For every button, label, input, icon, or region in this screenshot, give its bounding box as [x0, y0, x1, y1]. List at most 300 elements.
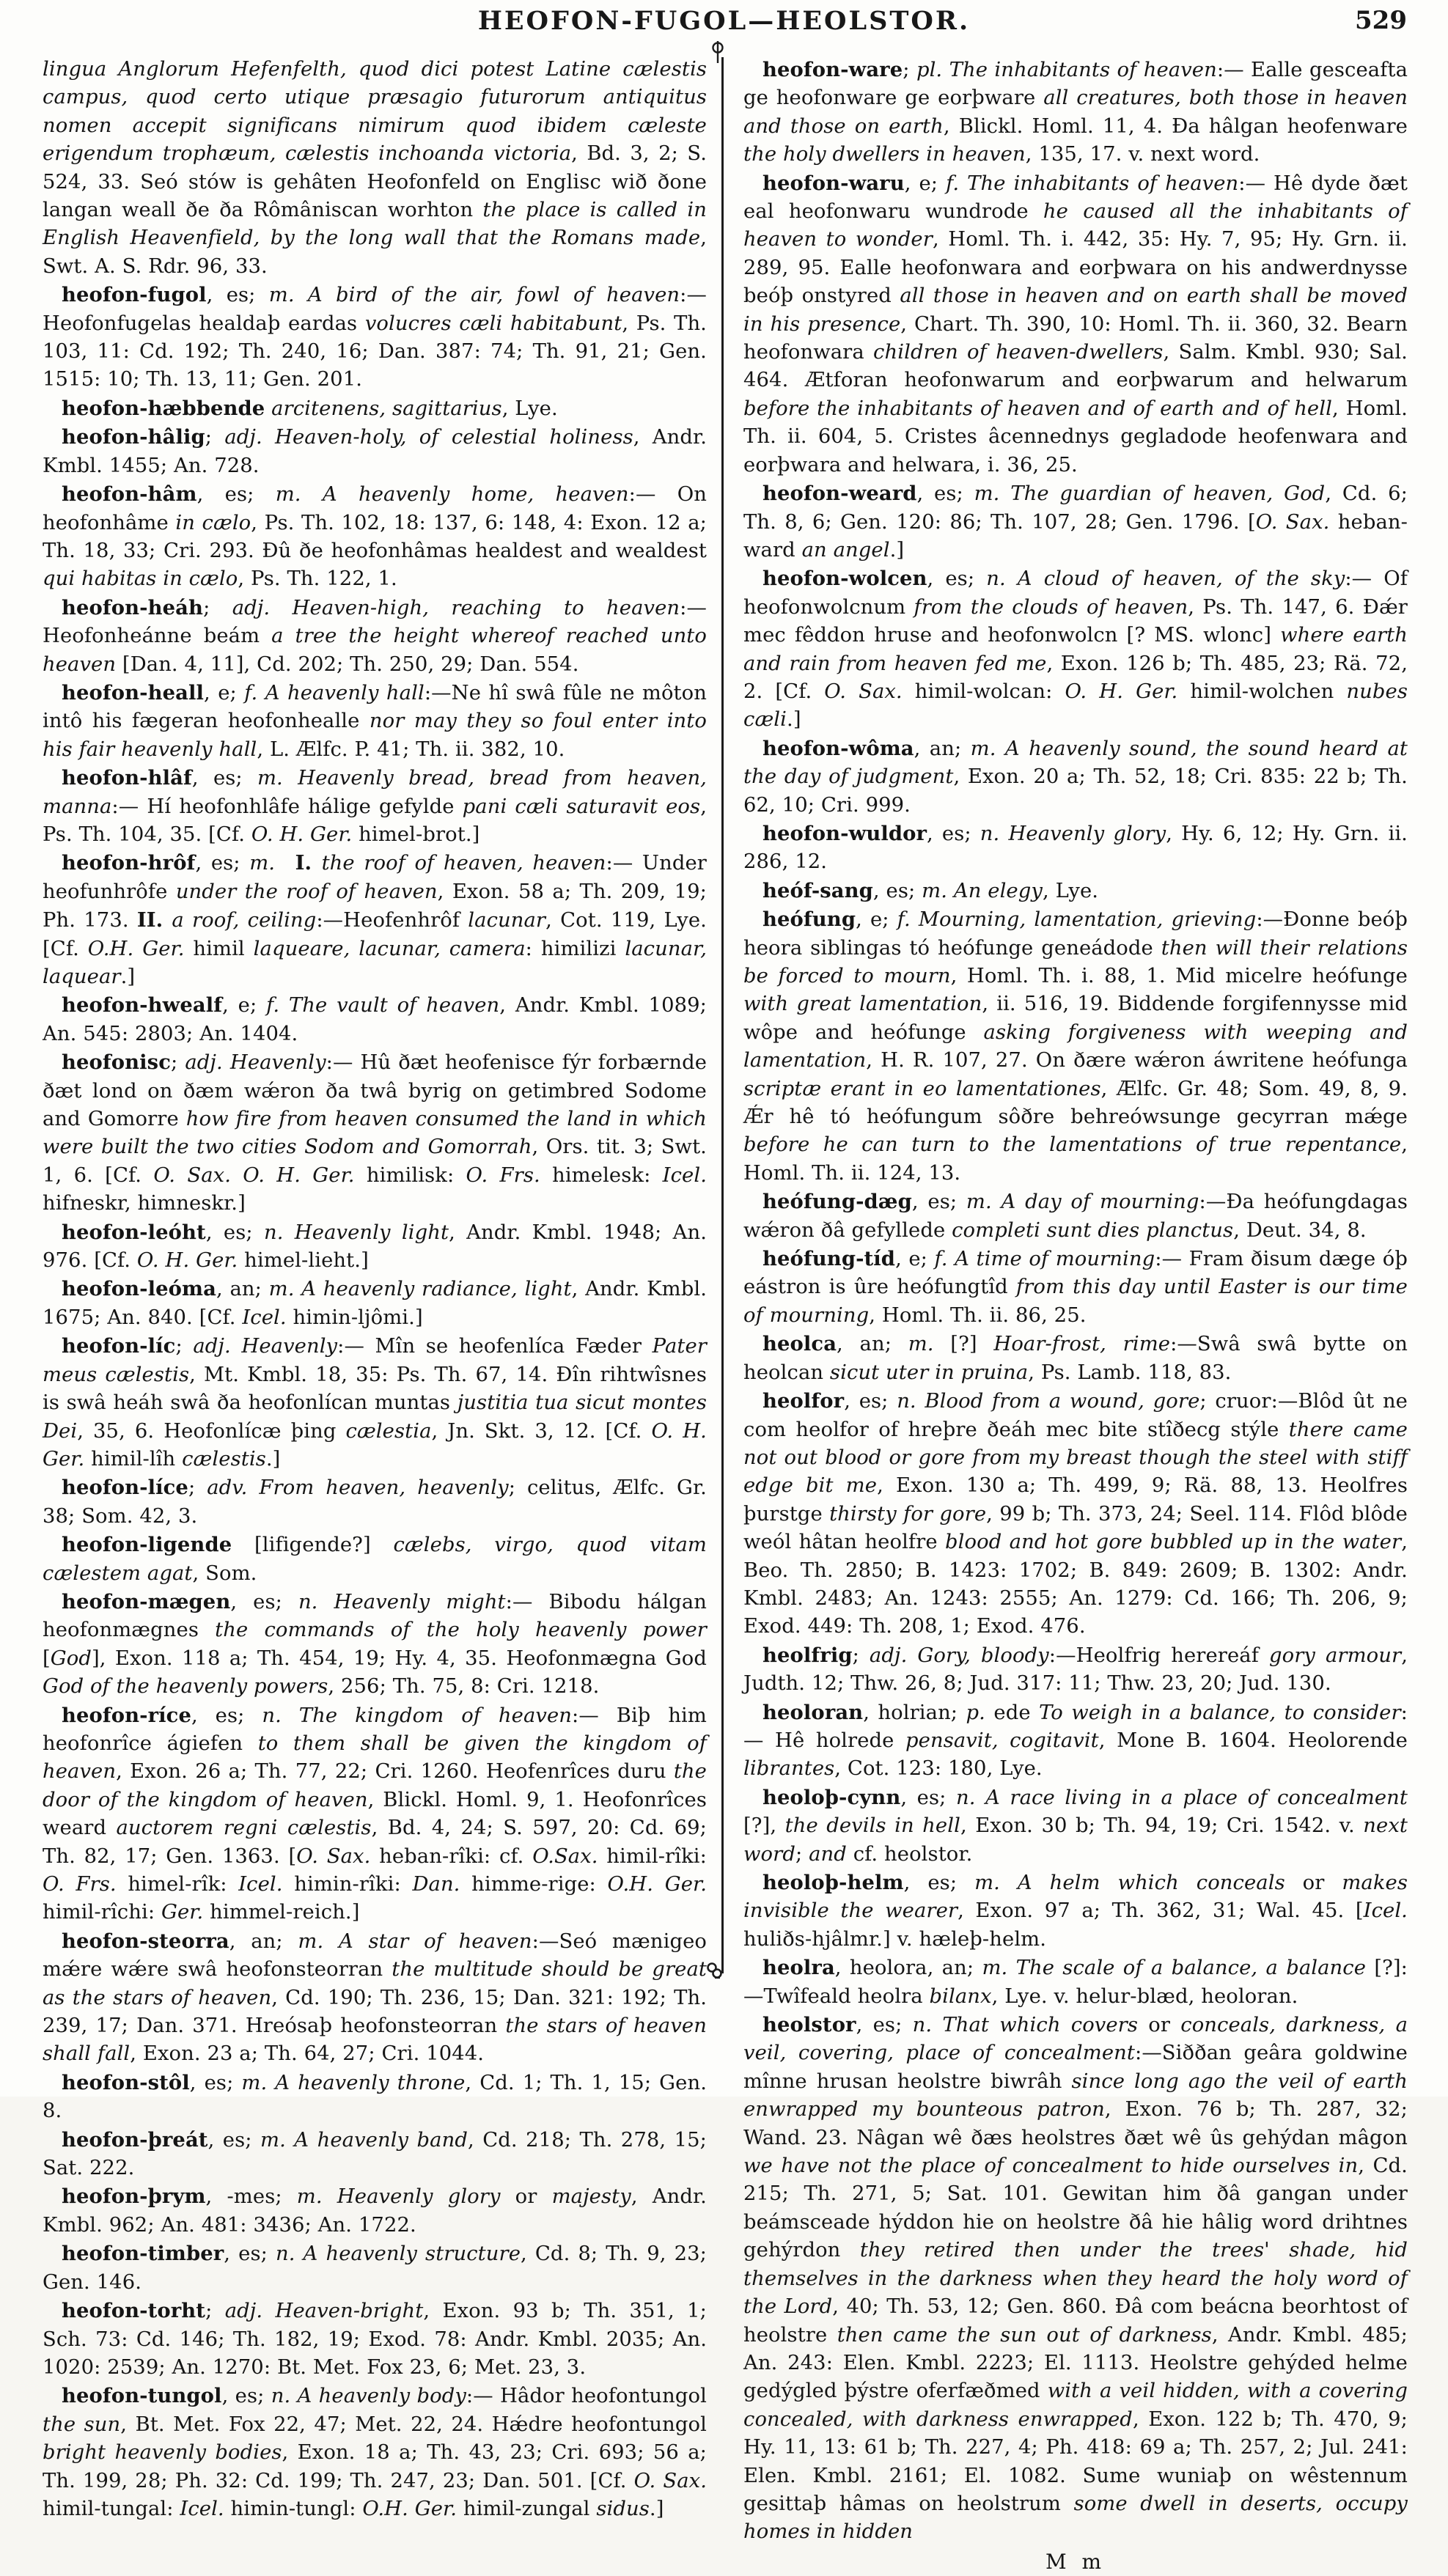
entry-heofon-hrof	[43, 849, 707, 991]
entry-text: ;	[852, 1644, 870, 1667]
entry-heofon-maegen	[43, 1588, 707, 1701]
entry-text: :—Ðonne beóþ heora siblingas tó heófunge geneádode	[743, 908, 1408, 960]
entry-text: n. Blood from a wound, gore	[897, 1390, 1200, 1413]
entry-text: since long ago the veil of earth enwrapped my bounteous patron	[743, 2069, 1408, 2121]
entry-heofung-daeg	[743, 1188, 1408, 1245]
entry-text: scriptæ erant in eo lamentationes	[743, 1077, 1101, 1100]
entry-text: himel-brot.]	[352, 823, 480, 846]
entry-text: , 35, 6. Heofonlícæ þing	[77, 1419, 346, 1443]
entry-text: they retired then under the trees' shade, hid themselves in the darkness when they heard the holy word of the Lord	[743, 2239, 1408, 2319]
entry-text: , Chart. Th. 390, 10: Homl. Th. ii. 360, 32. Bearn heofonwara	[743, 312, 1408, 364]
entry-text: , Ps. Lamb. 118, 83.	[1028, 1361, 1232, 1384]
entry-text: , es;	[191, 1704, 262, 1727]
entry-text: :— Hû ðæt heofenisce fýr forbærnde ðæt lond on ðæm wǽron ða twâ byrig on getimbred Sodome and Gomorre	[43, 1051, 708, 1131]
entry-text: , heolora, an;	[834, 1957, 982, 1980]
entry-text: m.	[908, 1333, 934, 1356]
entry-text: himil-zungal	[457, 2497, 597, 2520]
entry-text: To weigh in a balance, to consider	[1039, 1701, 1401, 1724]
entry-text: thirsty for gore	[829, 1502, 987, 1526]
entry-text: , Exon. 122 b; Th. 470, 9; Hy. 11, 13: 61 b; Th. 227, 4; Ph. 418: 69 a; Th. 257, 2; Jul. 241: Elen. Kmbl. 2161; El. 1082. Sume wuniaþ on wêstennum gesittaþ hâmas on heolstrum	[743, 2407, 1408, 2515]
headword: heofon-wolcen	[762, 567, 927, 591]
entry-text: :— Hê dyde ðæt eal heofonwaru wundrode	[743, 172, 1408, 224]
entry-text: ;	[795, 1842, 809, 1866]
entry-text: , es;	[900, 1786, 956, 1809]
entry-text: from the clouds of heaven	[914, 595, 1188, 619]
entry-text: himin-tungl:	[224, 2497, 363, 2520]
entry-text: himme-rige:	[460, 1873, 608, 1896]
entry-text: lacunar	[468, 909, 546, 932]
entry-text: O.Sax.	[532, 1844, 598, 1868]
entry-text: :—Heolfrig herereáf	[1048, 1644, 1269, 1667]
entry-text: , 99 b; Th. 373, 24; Seel. 114. Flôd blôde weól hâtan heolfre	[743, 1502, 1408, 1554]
entry-text: , Exon. 26 a; Th. 77, 22; Cri. 1260. Heofenrîces duru	[116, 1760, 674, 1784]
entry-text: Ger.	[161, 1901, 204, 1924]
headword: heofon-ware	[762, 58, 903, 81]
entry-text: , es;	[205, 1221, 264, 1244]
entry-text: , Ps. Th. 103, 11: Cd. 192; Th. 240, 16; Dan. 387: 74; Th. 91, 21; Gen. 1515: 10; Th. 13, 11; Gen. 201.	[43, 312, 707, 391]
text-columns	[43, 56, 1408, 2576]
entry-text: adj. Gory, bloody	[869, 1644, 1049, 1667]
entry-text: :— Mîn se heofenlíca Fæder	[337, 1335, 653, 1358]
entry-text: n. The kingdom of heaven	[262, 1704, 573, 1727]
entry-text: , -mes;	[205, 2185, 297, 2209]
headword: heolstor	[762, 2013, 856, 2037]
entry-text: m. A heavenly throne	[241, 2071, 466, 2094]
entry-text: .]	[787, 708, 801, 732]
headword: heofon-leóma	[62, 1277, 216, 1301]
headword: heofon-líce	[62, 1476, 188, 1500]
entry-heofon-hlaf	[43, 764, 707, 849]
entry-text: O. H. Ger.	[43, 1419, 707, 1471]
entry-text: f. Mourning, lamentation, grieving	[897, 908, 1257, 932]
entry-text: :—Seó mænigeo mǽre wǽre swâ heofonsteorran	[43, 1929, 707, 1981]
entry-heolca	[743, 1330, 1408, 1387]
entry-text: :— Hâdor heofontungol	[466, 2385, 707, 2408]
entry-text: , Cd. 190; Th. 236, 15; Dan. 321: 192; Th. 239, 17; Dan. 371. Hreósaþ heofonsteorran	[43, 1986, 707, 2038]
entry-text: , Salm. Kmbl. 930; Sal. 464. Ætforan heofonwarum and eorþwarum and helwarum	[743, 341, 1408, 392]
entry-text: and	[809, 1842, 847, 1866]
entry-heoloth-helm	[743, 1869, 1408, 1954]
entry-text: , es;	[191, 767, 257, 790]
entry-text: , Mone B. 1604. Heolorende	[1098, 1729, 1408, 1752]
entry-text: huliðs-hjâlmr.] v. hæleþ-helm.	[743, 1927, 1047, 1951]
headword: heofon-hâm	[62, 482, 197, 507]
entry-heofon-weard	[743, 479, 1408, 564]
entry-text: bilanx	[929, 1984, 992, 2008]
entry-text: , Bd. 4, 24; S. 597, 20: Cd. 69; Th. 82, 17; Gen. 1363. [	[43, 1817, 707, 1868]
entry-text: sidus	[596, 2497, 650, 2520]
entry-text: the holy dwellers in heaven	[743, 143, 1026, 166]
entry-text: an angel	[801, 538, 890, 562]
entry-text: the devils in hell	[784, 1814, 960, 1838]
entry-text: , Blickl. Homl. 9, 1. Heofonrîces weard	[43, 1788, 707, 1840]
entry-text: himel-lieht.]	[238, 1249, 369, 1273]
entry-text: next word	[743, 1814, 1408, 1866]
headword: heofon-hrôf	[62, 851, 196, 875]
entry-text: O.H. Ger.	[87, 937, 185, 960]
signature-mark: M m	[1045, 2549, 1106, 2574]
entry-text: ;	[175, 1335, 194, 1358]
entry-text: , Deut. 34, 8.	[1233, 1218, 1367, 1242]
entry-text: :— Hê holrede	[743, 1701, 1408, 1752]
entry-text: ; celitus, Ælfc. Gr. 38; Som. 42, 3.	[43, 1476, 707, 1528]
headword: heofon-fugol	[62, 283, 207, 307]
entry-text: , Lye.	[1042, 879, 1099, 902]
entry-text: there came not out blood or gore from my breast though the steel with stiff edge bit me	[743, 1418, 1408, 1498]
entry-text: , Exon. 30 b; Th. 94, 19; Cri. 1542. v.	[960, 1814, 1364, 1838]
entry-text: pl. The inhabitants of heaven	[916, 59, 1217, 81]
entry-text: then came the sun out of darkness	[837, 2323, 1212, 2347]
entry-text: , Bd. 3, 2; S. 524, 33. Seó stów is gehâten Heofonfeld on Englisc wið ðone langan weall ðe ða Rômâniscan worhton	[43, 142, 707, 222]
entry-heofon-torht	[43, 2297, 707, 2382]
entry-text: ;	[205, 426, 225, 449]
entry-text: [	[43, 1646, 51, 1670]
headword: heoloþ-cynn	[762, 1785, 901, 1809]
entry-text: where earth and rain from heaven fed me	[743, 624, 1408, 675]
entry-text: the roof of heaven, heaven	[321, 852, 606, 875]
entry-text: justitia tua sicut montes Dei	[43, 1391, 707, 1443]
entry-text: some dwell in deserts, occupy homes in hidden	[743, 2492, 1408, 2544]
entry-text: himil-lîh	[84, 1447, 183, 1471]
headword: heofon-torht	[62, 2299, 206, 2323]
entry-text: all those in heaven and on earth shall be moved in his presence	[743, 284, 1408, 336]
entry-text: cælebs, virgo, quod vitam cælestem agat	[43, 1534, 707, 1585]
entry-text: .]	[265, 1447, 281, 1471]
entry-text: , Homl. Th. ii. 604, 5. Cristes âcennednys gegladode heofenwara and eorþwara and helwara, i. 36, 25.	[743, 397, 1408, 476]
entry-text: , an;	[229, 1929, 298, 1953]
entry-text: completi sunt dies planctus	[952, 1218, 1234, 1242]
entry-text: Pater meus cælestis	[43, 1335, 707, 1386]
entry-text: himil	[184, 937, 254, 960]
entry-text: O. Frs.	[466, 1163, 540, 1187]
entry-text: :— Hí heofonhlâfe hálige gefylde	[111, 795, 463, 818]
entry-text: f. A time of mourning	[934, 1248, 1155, 1271]
entry-text: himin-ljômi.]	[286, 1306, 423, 1329]
entry-text: O. Sax.	[824, 680, 903, 703]
entry-text: nor may they so foul enter into his fair heavenly hall	[43, 710, 707, 761]
entry-text: m. Heavenly glory	[296, 2185, 501, 2209]
headword: heófung	[762, 908, 856, 932]
entry-text: a tree the height whereof reached unto heaven	[43, 625, 708, 676]
entry-heolfor	[743, 1387, 1408, 1641]
headword: heofon-hwealf	[62, 993, 223, 1017]
entry-text: , 135, 17. v. next word.	[1025, 143, 1260, 166]
headword: heofon-hlâf	[62, 766, 192, 790]
entry-text: , Cot. 123: 180, Lye.	[834, 1757, 1043, 1781]
entry-text: , es;	[206, 284, 269, 307]
entry-text: , Exon. 126 b; Th. 485, 23; Rä. 72, 2. [Cf.	[743, 652, 1408, 703]
headword: heolca	[762, 1332, 837, 1356]
entry-text: , L. Ælfc. P. 41; Th. ii. 382, 10.	[257, 737, 565, 761]
entry-text: :— Bibodu hálgan heofonmægnes	[43, 1590, 707, 1642]
entry-text: [Dan. 4, 11], Cd. 202; Th. 250, 29; Dan. 554.	[116, 652, 579, 676]
entry-heofon-thrym	[43, 2182, 707, 2240]
entry-text: lacunar, laquear	[43, 937, 708, 988]
headword: heolra	[762, 1956, 835, 1980]
entry-text: :—Ne hî swâ fûle ne môton intô his fægeran heofonhealle	[43, 681, 707, 733]
entry-heofon-rice	[43, 1701, 707, 1927]
entry-text: :—Swâ swâ bytte on heolcan	[743, 1333, 1408, 1384]
entry-text: , Jn. Skt. 3, 12. [Cf.	[431, 1419, 652, 1443]
entry-text: :— Of heofonwolcnum	[743, 567, 1408, 619]
headword: heofon-þrym	[62, 2185, 206, 2209]
entry-text: pani cæli saturavit eos	[462, 795, 701, 818]
entry-text: children of heaven-dwellers	[873, 341, 1164, 364]
entry-text: :— Heofonfugelas healdaþ eardas	[43, 284, 707, 335]
entry-text: ede	[985, 1701, 1040, 1724]
entry-text: , holrian;	[863, 1701, 966, 1724]
entry-text: , es;	[224, 2242, 276, 2266]
headword: heoloþ-helm	[762, 1871, 904, 1894]
headword: II.	[136, 908, 172, 932]
entry-text: .]	[120, 965, 136, 988]
entry-text: ;	[903, 59, 916, 81]
headword: heofon-hæbbende	[62, 396, 265, 420]
entry-text: heban-rîki: cf.	[370, 1844, 533, 1868]
entry-text: himil-rîchi:	[43, 1901, 161, 1924]
entry-text: [lifigende?]	[232, 1534, 394, 1557]
entry-text: O. Sax. O. H. Ger.	[153, 1163, 355, 1187]
headword: heofon-stôl	[62, 2070, 190, 2094]
entry-text: , es;	[872, 879, 922, 902]
entry-heofon-halig	[43, 423, 707, 480]
headword: I.	[275, 851, 322, 875]
entry-text: a roof, ceiling	[172, 909, 317, 932]
entry-text: , Ps. Th. 122, 1.	[238, 567, 397, 591]
entry-heofon-lice	[43, 1473, 707, 1531]
entry-text: , Mt. Kmbl. 18, 35: Ps. Th. 67, 14. Ðîn rihtwîsnes is swâ heáh swâ ða heofonlícan muntas	[43, 1363, 707, 1415]
headword: heoloran	[762, 1700, 864, 1724]
entry-heofon-heah	[43, 594, 707, 679]
entry-text: Icel.	[1363, 1899, 1408, 1923]
entry-text: , e;	[904, 172, 947, 195]
entry-text: adv. From heaven, heavenly	[207, 1476, 509, 1500]
entry-text: , es;	[916, 482, 974, 506]
entry-text: , an;	[216, 1278, 269, 1301]
headword: heofon-ligende	[62, 1533, 232, 1557]
entry-heolstor	[743, 2011, 1408, 2547]
entry-text: the sun	[43, 2413, 121, 2436]
entry-text: , Blickl. Homl. 11, 4. Ða hâlgan heofenware	[943, 114, 1408, 138]
entry-text: , es;	[189, 2071, 242, 2094]
entry-text: , ii. 516, 19. Biddende forgifennysse mid wôpe and heófunge	[743, 993, 1408, 1044]
entry-text: p.	[966, 1701, 985, 1724]
entry-text: O.H. Ger.	[362, 2497, 457, 2520]
entry-text: , 40; Th. 53, 12; Gen. 860. Ðâ com beácna beorhtost of heolstre	[743, 2295, 1408, 2347]
headword: heófung-dæg	[762, 1190, 912, 1214]
entry-text: , es;	[196, 483, 276, 507]
entry-text: himil-tungal:	[43, 2497, 180, 2520]
entry-text: :— Biþ him heofonrîce ágiefen	[43, 1704, 707, 1755]
entry-text: , Homl. Th. ii. 86, 25.	[869, 1303, 1087, 1327]
entry-text: , Andr. Kmbl. 1948; An. 976. [Cf.	[43, 1221, 707, 1273]
entry-heofon-waru	[743, 169, 1408, 479]
entry-text: , Ps. Th. 104, 35. [Cf.	[43, 795, 707, 846]
entry-text: God	[50, 1646, 92, 1670]
entry-text: all creatures, both those in heaven and those on earth	[743, 87, 1408, 138]
entry-text: we have not the place of concealment to hide ourselves in	[743, 2154, 1359, 2178]
entry-heofon-wuldor	[743, 820, 1408, 877]
entry-text: himil-rîki:	[598, 1844, 707, 1868]
entry-text: , Ors. tit. 3; Swt. 1, 6. [Cf.	[43, 1136, 707, 1187]
entry-text: :—Siððan geâra goldwine mînne hrusan heolstre biwrâh	[743, 2042, 1408, 2093]
entry-text: m. A heavenly radiance, light	[268, 1278, 572, 1301]
entry-text: , es;	[230, 1590, 298, 1613]
entry-heofon-haebbende	[43, 394, 707, 423]
entry-text: ;	[188, 1476, 207, 1500]
entry-text: qui habitas in cælo	[43, 567, 238, 591]
entry-text: the stars of heaven shall fall	[43, 2014, 707, 2066]
headword: heofon-waru	[762, 171, 905, 195]
entry-text: , Cot. 119, Lye. [Cf.	[43, 909, 707, 960]
headword: heófung-tíd	[762, 1247, 896, 1271]
headword: heofon-mægen	[62, 1589, 231, 1613]
entry-text: , Exon. 76 b; Th. 287, 32; Wand. 23. Nâgan wê ðæs heolstres ðæt wê ûs gehýdan mâgon	[743, 2098, 1408, 2149]
entry-text: Icel.	[242, 1306, 287, 1329]
entry-text	[265, 397, 271, 420]
entry-text: adj. Heaven-holy, of celestial holiness	[224, 426, 633, 449]
entry-heoloran	[743, 1699, 1408, 1784]
entry-text: the place is called in English Heavenfield, by the long wall that the Romans made	[43, 199, 707, 250]
entry-text: , Exon. 93 b; Th. 351, 1; Sch. 73: Cd. 146; Th. 182, 19; Exod. 78: Andr. Kmbl. 2035; An. 1020: 2539; An. 1270: Bt. Met. Fox 23, 6; Met. 23, 3.	[43, 2300, 707, 2379]
entry-text: n. A heavenly body	[271, 2385, 466, 2408]
entry-text: cælestia	[345, 1419, 432, 1443]
entry-text: the door of the kingdom of heaven	[43, 1760, 707, 1811]
entry-text: , Exon. 20 a; Th. 52, 18; Cri. 835: 22 b; Th. 62, 10; Cri. 999.	[743, 765, 1408, 817]
entry-heofon-wolcen	[743, 564, 1408, 734]
entry-heofon-threat	[43, 2126, 707, 2183]
entry-text: m. An elegy	[922, 879, 1043, 902]
entry-heofon-tungol	[43, 2382, 707, 2523]
entry-heoloth-cynn	[743, 1784, 1408, 1869]
entry-text: :— Fram ðisum dæge óþ eástron is ûre heófungtîd	[743, 1248, 1408, 1299]
entry-text: :—Heofonheánne beám	[43, 596, 707, 648]
entry-text: adj. Heaven-bright	[224, 2300, 424, 2323]
entry-text: O. Sax.	[633, 2469, 707, 2492]
entry-text: , es;	[903, 1872, 975, 1894]
entry-text: himil-wolcan:	[902, 680, 1065, 703]
entry-text: , Andr. Kmbl. 485; An. 243: Elen. Kmbl. 2223; El. 1113. Heolstre gehýded helme gedýgled þýstre oferfæðmed	[743, 2323, 1408, 2403]
entry-text: , Lye.	[501, 397, 558, 420]
entry-text: , e;	[856, 908, 897, 932]
headword: heofon-steorra	[62, 1929, 229, 1953]
entry-text: .]	[889, 538, 905, 562]
entry-text: with a veil hidden, with a covering concealed, with darkness enwrapped	[743, 2380, 1408, 2431]
headword: heofon-ríce	[62, 1703, 191, 1727]
entry-text: arcitenens, sagittarius	[271, 397, 502, 420]
page-number: 529	[1355, 6, 1407, 35]
entry-text: Icel.	[662, 1163, 708, 1187]
entry-text: to them shall be given the kingdom of heaven	[43, 1732, 707, 1784]
entry-heofon-woma	[743, 735, 1408, 820]
entry-text: [?],	[743, 1814, 785, 1838]
headword: heofon-heáh	[62, 595, 204, 619]
entry-text: , es;	[195, 852, 250, 875]
entry-text: he caused all the inhabitants of heaven to wonder	[743, 200, 1408, 251]
entry-text: [?]:—Twîfeald heolra	[743, 1957, 1408, 2008]
headword: heofon-tungol	[62, 2384, 222, 2408]
entry-text: m. A day of mourning	[966, 1191, 1199, 1214]
entry-text: auctorem regni cælestis	[116, 1817, 372, 1840]
headword: heofonisc	[62, 1050, 171, 1075]
entry-text: Icel.	[238, 1873, 283, 1896]
entry-text: , Cd. 6; Th. 8, 6; Gen. 120: 86; Th. 107, 28; Gen. 1796. [	[743, 482, 1408, 534]
entry-text: from this day until Easter is our time of mourning	[743, 1276, 1408, 1327]
entry-heofon-stol	[43, 2069, 707, 2126]
entry-text: , Lye. v. helur-blæd, heoloran.	[991, 1984, 1298, 2008]
entry-text: heban-ward	[743, 510, 1408, 562]
entry-text: Dan.	[412, 1873, 460, 1896]
entry-heofung	[743, 905, 1408, 1188]
entry-text: , Homl. Th. i. 442, 35: Hy. 7, 95; Hy. Grn. ii. 289, 95. Ealle heofonwara and eorþwara on his andwerdnysse beóþ onstyred	[743, 228, 1408, 308]
entry-text: sicut uter in pruina	[829, 1361, 1029, 1384]
headword: heofon-hâlig	[62, 425, 205, 449]
entry-text: , Ps. Th. 102, 18: 137, 6: 148, 4: Exon. 12 a; Th. 18, 33; Cri. 293. Ðû ðe heofonhâmas healdest and wealdest	[43, 511, 707, 562]
entry-text: , Homl. Th. i. 88, 1. Mid micelre heófunge	[950, 965, 1408, 987]
entry-text: n. A heavenly structure	[275, 2242, 521, 2266]
entry-heofon-lic	[43, 1332, 707, 1473]
entry-text: :— On heofonhâme	[43, 483, 708, 534]
entry-text: :—Ða heófungdagas wǽron ðâ gefyllede	[743, 1191, 1408, 1242]
entry-heofon-hwealf	[43, 991, 707, 1048]
entry-text: , H. R. 107, 27. On ðære wǽron áwritene heófunga	[866, 1049, 1408, 1072]
entry-heolra	[743, 1954, 1408, 2011]
entry-text: , Andr. Kmbl. 962; An. 481: 3436; An. 1722.	[43, 2185, 707, 2237]
headword: heofon-heall	[62, 680, 205, 704]
entry-text: m. A heavenly home, heaven	[275, 483, 629, 507]
entry-text: , Cd. 218; Th. 278, 15; Sat. 222.	[43, 2128, 707, 2180]
headword: heofon-wuldor	[762, 821, 927, 845]
entry-text: , es;	[856, 2014, 913, 2037]
entry-text: m. A heavenly band	[260, 2128, 468, 2152]
entry-text: , es;	[911, 1191, 966, 1214]
entry-text: , es;	[221, 2385, 271, 2408]
entry-text: , Hy. 6, 12; Hy. Grn. ii. 286, 12.	[743, 822, 1408, 874]
entry-text: , Beo. Th. 2850; B. 1423: 1702; B. 849: 2609; B. 1302: Andr. Kmbl. 2483; An. 1243: 2555; An. 1279: Cd. 166; Th. 206, 9; Exod. 449: Th. 208, 1; Exod. 476.	[743, 1531, 1408, 1638]
entry-text: with great lamentation	[743, 993, 982, 1016]
entry-text: n. Heavenly glory	[980, 822, 1166, 845]
entry-text: m. The guardian of heaven, God	[974, 482, 1326, 506]
entry-text: .]	[649, 2497, 664, 2520]
entry-text: O. H. Ger.	[136, 1249, 238, 1273]
entry-text: under the roof of heaven	[175, 880, 438, 903]
entry-heofon-leoht	[43, 1218, 707, 1276]
entry-text: gory armour	[1268, 1644, 1402, 1667]
entry-text: majesty	[551, 2185, 631, 2209]
entry-text: cælestis	[182, 1447, 266, 1471]
entry-text: nubes cæli	[743, 680, 1408, 732]
entry-text: O. Frs.	[43, 1873, 117, 1896]
entry-text: Icel.	[180, 2497, 224, 2520]
entry-text: , Som.	[192, 1561, 257, 1585]
headword: heolfrig	[762, 1643, 853, 1667]
entry-text: :— Ealle gesceafta ge heofonware ge eorþware	[743, 59, 1408, 110]
entry-text: , Exon. 23 a; Th. 64, 27; Cri. 1044.	[130, 2042, 485, 2066]
entry-text: m. A heavenly sound, the sound heard at the day of judgment	[743, 737, 1408, 789]
entry-text: , es;	[207, 2128, 260, 2152]
entry-text: , Andr. Kmbl. 1089; An. 545: 2803; An. 1404.	[43, 994, 707, 1045]
headword: heofon-þreát	[62, 2127, 208, 2152]
entry-text: , Exon. 130 a; Th. 499, 9; Rä. 88, 13. Heolfres þurstge	[743, 1474, 1408, 1526]
entry-text: in cælo	[175, 511, 251, 534]
entry-text: , Andr. Kmbl. 1455; An. 728.	[43, 426, 708, 477]
entry-text: ;	[170, 1051, 185, 1075]
entry-text: :— Under heofunhrôfe	[43, 852, 707, 903]
entry-text: , Ælfc. Gr. 48; Som. 49, 8, 9. Ǽr hê tó heófungum sôðre behreówsunge gecyrran mǽge	[743, 1077, 1408, 1129]
entry-text: or	[500, 2185, 552, 2209]
entry-text: m. The scale of a balance, a balance	[982, 1957, 1367, 1980]
page-title: HEOFON-FUGOL—HEOLSTOR.	[477, 6, 971, 36]
